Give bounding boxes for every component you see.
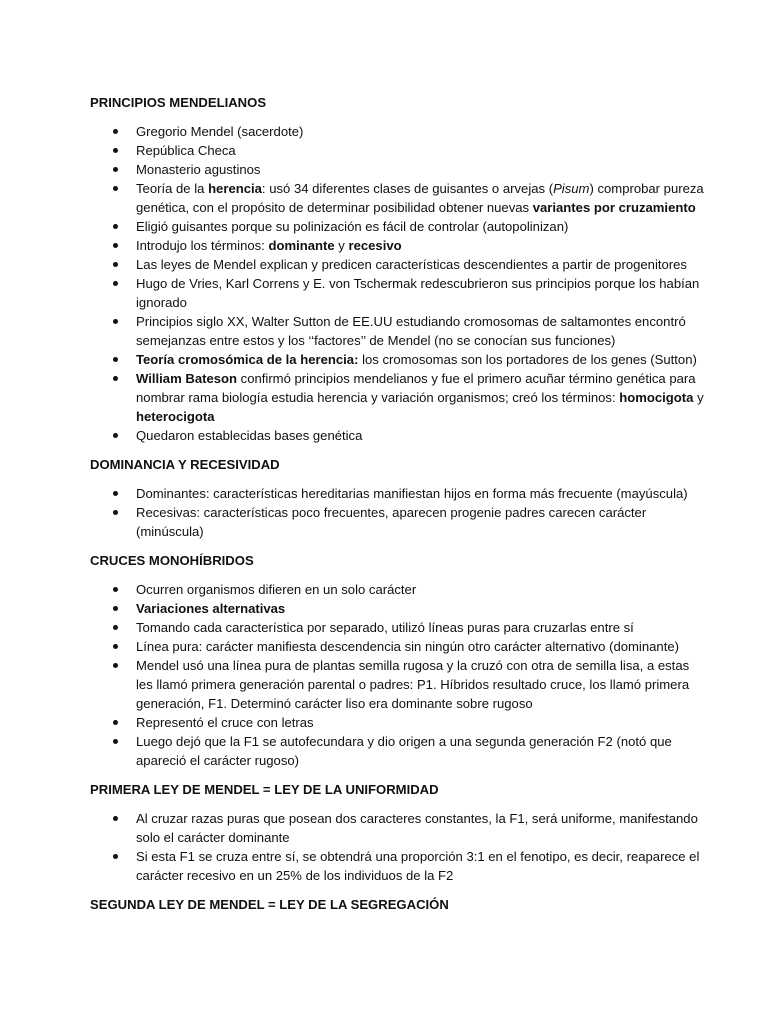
bullet-list: [90, 122, 708, 445]
text-run: Eligió guisantes porque su polinización es fácil de controlar (autopolinizan): [136, 219, 569, 234]
text-run: Gregorio Mendel (sacerdote): [136, 124, 304, 139]
text-run: los cromosomas son los portadores de los genes (Sutton): [358, 352, 697, 367]
list-item: [90, 713, 708, 732]
bullet-list: [90, 484, 708, 541]
text-run: Quedaron establecidas bases genética: [136, 428, 363, 443]
list-item: [90, 122, 708, 141]
text-run: Ocurren organismos difieren en un solo carácter: [136, 582, 417, 597]
text-run: y: [693, 390, 704, 405]
list-item: [90, 160, 708, 179]
bold-text: recesivo: [348, 238, 402, 253]
bold-text: Teoría cromosómica de la herencia:: [136, 352, 359, 367]
list-item: [90, 484, 708, 503]
text-run: Luego dejó que la F1 se autofecundara y dio origen a una segunda generación F2 (notó que apareció el carácter rugoso): [136, 734, 672, 768]
section-heading: PRINCIPIOS MENDELIANOS: [90, 95, 267, 110]
list-item: [90, 656, 708, 713]
list-item: [90, 618, 708, 637]
text-run: confirmó principios mendelianos y fue el primero acuñar término genética para nombrar rama biología estudia herencia y variación organismos; creó los términos:: [136, 371, 696, 405]
section-heading: DOMINANCIA Y RECESIVIDAD: [90, 457, 280, 472]
section-heading: CRUCES MONOHÍBRIDOS: [90, 553, 254, 568]
text-run: Recesivas: características poco frecuentes, aparecen progenie padres carecen carácter (minúscula): [136, 505, 647, 539]
italic-text: Pisum: [553, 181, 590, 196]
list-item: [90, 274, 708, 312]
text-run: Si esta F1 se cruza entre sí, se obtendrá una proporción 3:1 en el fenotipo, es decir, reaparece el carácter recesivo en un 25% de los individuos de la F2: [136, 849, 700, 883]
section-heading: PRIMERA LEY DE MENDEL = LEY DE LA UNIFORMIDAD: [90, 782, 439, 797]
bold-text: William Bateson: [136, 371, 238, 386]
text-run: Monasterio agustinos: [136, 162, 261, 177]
list-item: [90, 350, 708, 369]
text-run: Representó el cruce con letras: [136, 715, 314, 730]
bold-text: Variaciones alternativas: [136, 601, 286, 616]
text-run: Las leyes de Mendel explican y predicen características descendientes a partir de progenitores: [136, 257, 687, 272]
section-heading: SEGUNDA LEY DE MENDEL = LEY DE LA SEGREGACIÓN: [90, 897, 449, 912]
text-run: ) comprobar pureza genética, con el propósito de determinar posibilidad obtener nuevas: [136, 181, 704, 215]
list-item: [90, 179, 708, 217]
list-item: [90, 580, 708, 599]
bullet-list: [90, 809, 708, 885]
bold-text: heterocigota: [136, 409, 215, 424]
list-item: [90, 141, 708, 160]
list-item: [90, 426, 708, 445]
list-item: [90, 236, 708, 255]
bold-text: dominante: [268, 238, 335, 253]
bold-text: homocigota: [619, 390, 694, 405]
text-run: Teoría de la: [136, 181, 209, 196]
text-run: Al cruzar razas puras que posean dos caracteres constantes, la F1, será uniforme, manifestando solo el carácter dominante: [136, 811, 698, 845]
list-item: [90, 503, 708, 541]
list-item: [90, 847, 708, 885]
text-run: Tomando cada característica por separado, utilizó líneas puras para cruzarlas entre sí: [136, 620, 634, 635]
bullet-list: [90, 580, 708, 770]
text-run: Hugo de Vries, Karl Correns y E. von Tschermak redescubrieron sus principios porque los habían ignorado: [136, 276, 700, 310]
list-item: [90, 217, 708, 236]
text-run: Introdujo los términos:: [136, 238, 269, 253]
text-run: : usó 34 diferentes clases de guisantes o arvejas (: [261, 181, 554, 196]
bold-text: variantes por cruzamiento: [532, 200, 696, 215]
list-item: [90, 312, 708, 350]
list-item: [90, 732, 708, 770]
text-run: Principios siglo XX, Walter Sutton de EE.UU estudiando cromosomas de saltamontes encontró semejanzas entre estos y los ‘‘factores’’ de Mendel (no se conocían sus funciones): [136, 314, 686, 348]
list-item: [90, 809, 708, 847]
list-item: [90, 599, 708, 618]
list-item: [90, 637, 708, 656]
text-run: Línea pura: carácter manifiesta descendencia sin ningún otro carácter alternativo (dominante): [136, 639, 679, 654]
text-run: y: [334, 238, 349, 253]
text-run: Dominantes: características hereditarias manifiestan hijos en forma más frecuente (mayúscula): [136, 486, 688, 501]
bold-text: herencia: [208, 181, 262, 196]
text-run: Mendel usó una línea pura de plantas semilla rugosa y la cruzó con otra de semilla lisa, a estas les llamó primera generación parental o padres: P1. Híbridos resultado cruce, los llamó primera generación, F1. Determinó carácter liso era dominante sobre rugoso: [136, 658, 690, 711]
text-run: República Checa: [136, 143, 236, 158]
list-item: [90, 369, 708, 426]
list-item: [90, 255, 708, 274]
